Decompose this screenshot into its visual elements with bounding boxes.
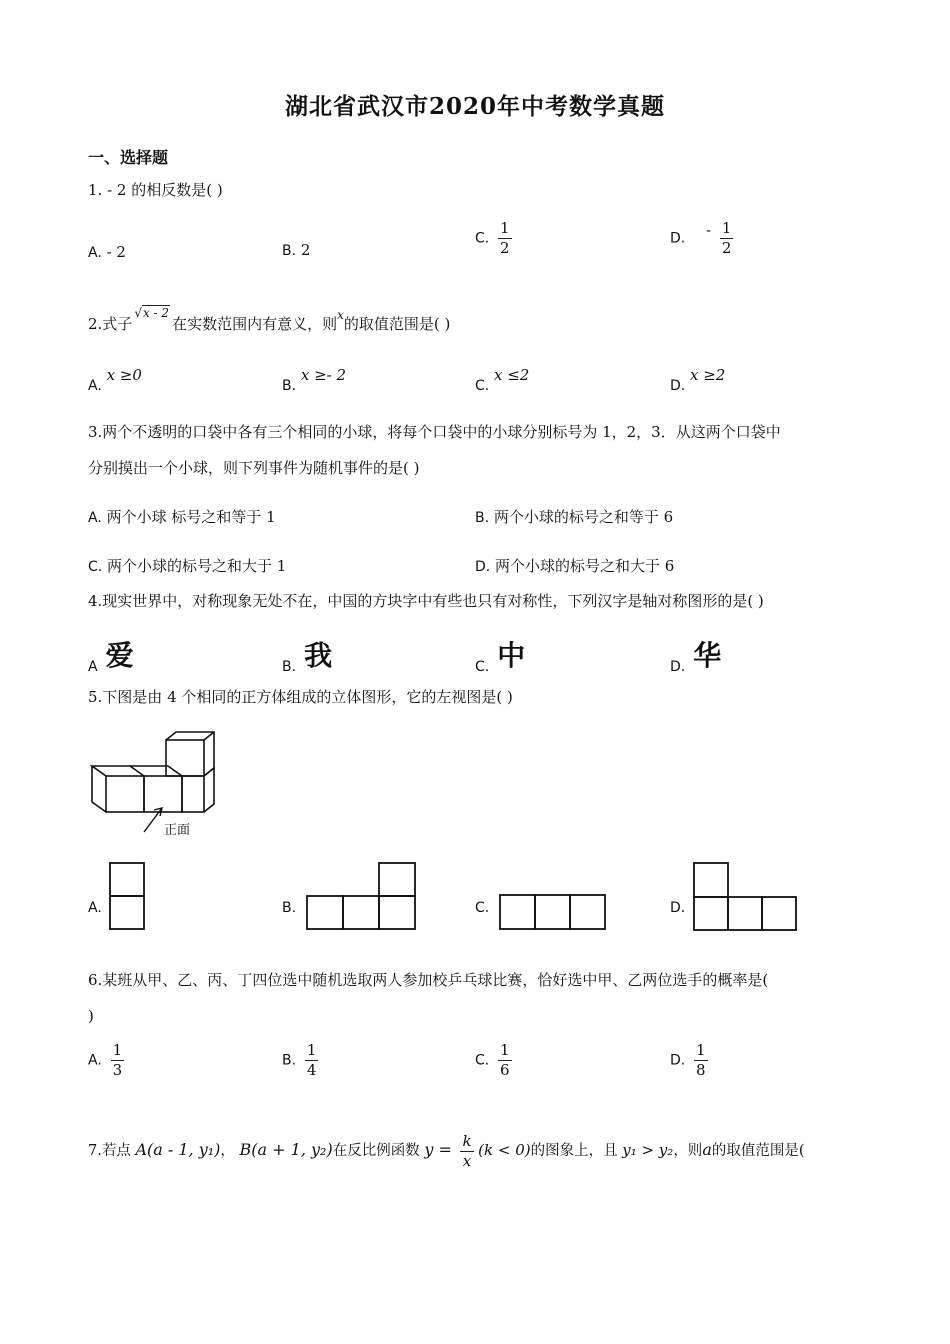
q6-option-c: C. $\frac{1}{6}$	[475, 1041, 510, 1079]
question-5-stem: 5.下图是由 4 个相同的正方体组成的立体图形，它的左视图是( )	[88, 688, 513, 706]
q2-sqrt-expression: √x - 2	[134, 306, 170, 320]
page-title: 湖北省武汉市2020年中考数学真题	[284, 93, 665, 120]
q3-option-c: C. 两个小球的标号之和大于 1	[88, 557, 287, 575]
q3-option-a: A. 两个小球 标号之和等于 1	[88, 508, 276, 526]
q1-option-b: B. 2	[282, 241, 311, 259]
q5-solid-figure	[88, 728, 228, 840]
question-1-stem: 1. - 2 的相反数是( )	[88, 181, 223, 199]
q6-option-b: B. $\frac{1}{4}$	[282, 1041, 317, 1079]
q1-option-d: D. - $\frac{1}{2}$	[670, 219, 732, 257]
q4-glyph-c: 中	[497, 639, 526, 672]
question-6-stem-line-2: )	[88, 1007, 94, 1025]
question-6-stem-line-1: 6.某班从甲、乙、丙、丁四位选中随机选取两人参加校乒乓球比赛，恰好选中甲、乙两位选手的概率是(	[88, 971, 769, 989]
q1-option-d-fraction: $\frac{1}{2}$	[721, 219, 732, 257]
q5-option-c-figure	[498, 893, 610, 933]
q2-option-a: A. x ≥0	[88, 366, 142, 394]
q6-option-d: D. $\frac{1}{8}$	[670, 1041, 706, 1079]
q2-option-d: D. x ≥2	[670, 366, 726, 394]
q4-glyph-a: 爱	[105, 639, 134, 672]
q4-option-b: B. 我	[282, 639, 333, 675]
q2-option-b: B. x ≥- 2	[282, 366, 347, 394]
section-heading: 一、选择题	[88, 148, 169, 167]
question-3-stem-line-1: 3.两个不透明的口袋中各有三个相同的小球，将每个口袋中的小球分别标号为 1，2，3．从这两个口袋中	[88, 423, 781, 441]
q2-option-c: C. x ≤2	[475, 366, 530, 394]
q5-option-d: D.	[670, 900, 686, 916]
q5-option-b-figure	[305, 861, 421, 933]
q4-glyph-b: 我	[304, 639, 333, 672]
q1-option-a: A. - 2	[88, 243, 126, 261]
q6-option-a: A. $\frac{1}{3}$	[88, 1041, 123, 1079]
q5-option-a: A.	[88, 900, 102, 916]
q3-option-b: B. 两个小球的标号之和等于 6	[475, 508, 674, 526]
question-3-stem-line-2: 分别摸出一个小球，则下列事件为随机事件的是( )	[88, 459, 420, 477]
q1-option-c: C. $\frac{1}{2}$	[475, 219, 510, 257]
question-7-stem: 7.若点 A(a - 1, y₁)， B(a + 1, y₂)在反比例函数 y = $\frac{k}{x}$ (k < 0)的图象上，且 y₁ > y₂，则a的取值范围是(	[88, 1131, 805, 1170]
q5-front-label: 正面	[164, 823, 191, 838]
q5-option-d-figure	[692, 861, 804, 933]
q4-glyph-d: 华	[693, 639, 722, 672]
question-2-stem: 2.式子√x - 2在实数范围内有意义，则$^x$的取值范围是( )	[88, 314, 450, 335]
q3-option-d: D. 两个小球的标号之和大于 6	[475, 557, 675, 575]
q4-option-c: C. 中	[475, 639, 526, 675]
q1-option-c-fraction: $\frac{1}{2}$	[500, 219, 510, 257]
q4-option-a: A 爱	[88, 639, 134, 675]
q5-option-a-figure	[108, 861, 148, 933]
q5-option-c: C.	[475, 900, 490, 916]
q5-option-b: B.	[282, 900, 297, 916]
question-4-stem: 4.现实世界中，对称现象无处不在，中国的方块字中有些也只有对称性，下列汉字是轴对称图形的是( )	[88, 592, 764, 610]
q4-option-d: D. 华	[670, 639, 722, 675]
